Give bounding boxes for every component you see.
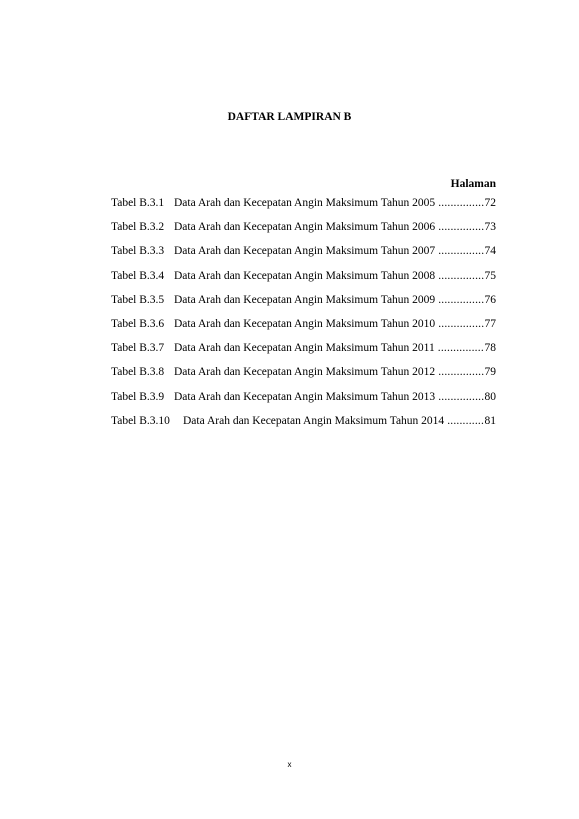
entry-label: Tabel B.3.3 <box>111 245 165 258</box>
entry-label: Tabel B.3.4 <box>111 269 165 282</box>
entry-title: Data Arah dan Kecepatan Angin Maksimum Tahun 2014 <box>183 414 445 427</box>
list-item[interactable] <box>111 220 496 244</box>
list-item[interactable] <box>111 293 496 317</box>
entry-page-number: 73 <box>484 221 496 234</box>
entry-title: Data Arah dan Kecepatan Angin Maksimum Tahun 2007 <box>174 245 436 258</box>
entry-page-number: 78 <box>484 342 496 355</box>
dot-leader <box>438 390 483 404</box>
entry-page-number: 76 <box>484 293 496 306</box>
entry-title: Data Arah dan Kecepatan Angin Maksimum Tahun 2010 <box>174 317 436 330</box>
list-item[interactable] <box>111 196 496 220</box>
dot-leader <box>438 341 484 355</box>
list-item[interactable] <box>111 244 496 268</box>
entry-title: Data Arah dan Kecepatan Angin Maksimum Tahun 2006 <box>174 221 436 234</box>
entry-page-number: 75 <box>484 269 496 282</box>
appendix-table-list <box>111 196 496 438</box>
list-item[interactable] <box>111 317 496 341</box>
dot-leader <box>438 196 483 210</box>
list-item[interactable] <box>111 365 496 389</box>
entry-title: Data Arah dan Kecepatan Angin Maksimum Tahun 2013 <box>174 390 436 403</box>
dot-leader <box>438 244 483 258</box>
dot-leader <box>438 293 483 307</box>
entry-label: Tabel B.3.8 <box>111 366 165 379</box>
dot-leader <box>438 365 483 379</box>
entry-page-number: 77 <box>484 317 496 330</box>
list-item[interactable] <box>111 269 496 293</box>
entry-page-number: 72 <box>484 197 496 209</box>
list-item[interactable] <box>111 414 496 438</box>
entry-page-number: 74 <box>484 245 496 258</box>
list-item[interactable] <box>111 341 496 365</box>
entry-label: Tabel B.3.10 <box>111 414 170 427</box>
entry-title: Data Arah dan Kecepatan Angin Maksimum Tahun 2005 <box>174 197 436 209</box>
list-item[interactable] <box>111 390 496 414</box>
entry-label: Tabel B.3.6 <box>111 317 165 330</box>
entry-title: Data Arah dan Kecepatan Angin Maksimum Tahun 2009 <box>174 293 436 306</box>
entry-label: Tabel B.3.1 <box>111 197 165 209</box>
entry-page-number: 80 <box>484 390 496 403</box>
dot-leader <box>438 220 483 234</box>
dot-leader <box>438 269 483 283</box>
entry-label: Tabel B.3.7 <box>111 342 165 355</box>
entry-label: Tabel B.3.9 <box>111 390 165 403</box>
page-title: DAFTAR LAMPIRAN B <box>227 111 352 123</box>
entry-label: Tabel B.3.2 <box>111 221 165 234</box>
entry-title: Data Arah dan Kecepatan Angin Maksimum Tahun 2011 <box>174 342 435 355</box>
entry-title: Data Arah dan Kecepatan Angin Maksimum Tahun 2008 <box>174 269 436 282</box>
page-column-header: Halaman <box>450 178 496 190</box>
dot-leader <box>438 317 483 331</box>
entry-page-number: 81 <box>484 414 496 427</box>
dot-leader <box>447 414 483 428</box>
entry-label: Tabel B.3.5 <box>111 293 165 306</box>
footer-page-number: x <box>287 760 292 769</box>
entry-page-number: 79 <box>484 366 496 379</box>
entry-title: Data Arah dan Kecepatan Angin Maksimum Tahun 2012 <box>174 366 436 379</box>
